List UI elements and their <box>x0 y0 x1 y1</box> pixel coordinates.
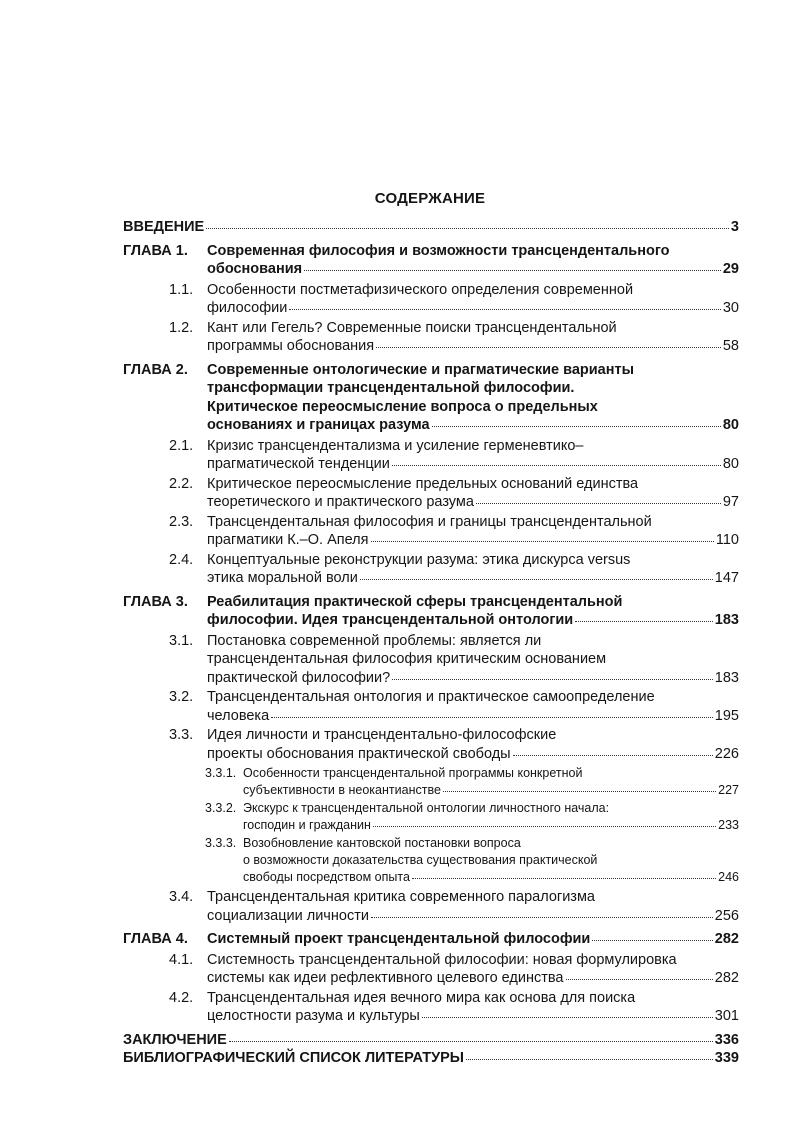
toc-entry-line: о возможности доказательства существования практической <box>243 853 598 867</box>
toc-entry-title: философии <box>207 300 288 316</box>
toc-entry-number: 1.2. <box>169 319 194 336</box>
dot-leader <box>289 309 721 310</box>
toc-entry[interactable] <box>0 989 793 1026</box>
toc-entry-title: системы как идеи рефлективного целевого единства <box>207 970 564 986</box>
toc-entry[interactable] <box>0 281 793 318</box>
toc-entry[interactable] <box>0 930 793 949</box>
toc-entry[interactable] <box>0 475 793 512</box>
toc-entry-line: Постановка современной проблемы: является ли <box>207 632 542 649</box>
toc-entry-line: Концептуальные реконструкции разума: этика дискурса versus <box>207 551 631 568</box>
toc-entry-line: Идея личности и трансцендентально-философские <box>207 727 557 743</box>
toc-entry-title: основаниях и границах разума <box>207 417 430 433</box>
toc-entry-title: целостности разума и культуры <box>207 1008 420 1024</box>
dot-leader <box>304 270 721 271</box>
toc-entry-page: 110 <box>715 532 739 548</box>
toc-entry-page: 29 <box>722 261 739 277</box>
toc-entry-page: 336 <box>714 1031 739 1048</box>
toc-entry-line: Трансцендентальная критика современного паралогизма <box>207 889 595 905</box>
toc-entry-title: обоснования <box>207 261 303 277</box>
toc-entry-page: 97 <box>722 494 739 510</box>
toc-entry-line: трансформации трансцендентальной философии. <box>207 380 575 396</box>
toc-entry-number: 3.3. <box>169 727 194 743</box>
dot-leader <box>271 717 713 718</box>
toc-entry-number: 3.3.3. <box>205 836 237 850</box>
dot-leader <box>575 621 713 622</box>
toc-entry-page: 227 <box>718 783 739 797</box>
toc-entry[interactable] <box>0 361 793 435</box>
dot-leader <box>376 347 721 348</box>
toc-entry-number: 4.2. <box>169 989 194 1006</box>
toc-entry-title: программы обоснования <box>207 338 375 354</box>
toc-entry-page: 3 <box>730 219 739 235</box>
toc-entry-title: БИБЛИОГРАФИЧЕСКИЙ СПИСОК ЛИТЕРАТУРЫ <box>123 1050 464 1066</box>
toc-entry-number: 1.1. <box>169 281 194 298</box>
toc-entry-title: свободы посредством опыта <box>243 870 410 884</box>
toc-entry-line: Реабилитация практической сферы трансцендентальной <box>207 593 623 610</box>
toc-entry-line: Трансцендентальная идея вечного мира как основа для поиска <box>207 989 636 1006</box>
toc-entry-page: 226 <box>714 745 739 762</box>
toc-entry-number: ГЛАВА 1. <box>123 242 188 259</box>
toc-entry-number: 3.3.1. <box>205 766 237 780</box>
dot-leader <box>466 1059 713 1060</box>
dot-leader <box>371 541 714 542</box>
toc-entry-title: философии. Идея трансцендентальной онтологии <box>207 612 574 628</box>
toc-entry-title: прагматики К.–О. Апеля <box>207 532 369 548</box>
toc-entry-title: субъективности в неокантианстве <box>243 783 441 797</box>
toc-entry-line: Особенности постметафизического определения современной <box>207 281 634 298</box>
toc-entry-page: 58 <box>722 338 739 354</box>
toc-entry-page: 282 <box>714 970 739 986</box>
dot-leader <box>566 979 713 980</box>
dot-leader <box>513 755 713 756</box>
toc-entry-number: ГЛАВА 2. <box>123 361 188 378</box>
dot-leader <box>206 228 729 229</box>
toc-entry-page: 80 <box>722 456 739 472</box>
toc-entry-line: Возобновление кантовской постановки вопроса <box>243 836 521 850</box>
toc-entry-page: 183 <box>714 669 739 686</box>
toc-entry-page: 256 <box>714 907 739 924</box>
toc-entry-title: практической философии? <box>207 669 391 686</box>
toc-entry-title: господин и гражданин <box>243 818 371 832</box>
dot-leader <box>360 579 713 580</box>
table-of-contents <box>0 218 793 1068</box>
toc-entry-number: 3.3.2. <box>205 801 237 815</box>
dot-leader <box>371 917 713 918</box>
toc-entry-number: 3.4. <box>169 889 194 905</box>
toc-entry-number: 3.1. <box>169 632 194 649</box>
toc-entry-number: 2.4. <box>169 551 194 568</box>
toc-entry-title: ЗАКЛЮЧЕНИЕ <box>123 1031 227 1048</box>
page-title: СОДЕРЖАНИЕ <box>374 190 486 207</box>
toc-entry-title: ВВЕДЕНИЕ <box>123 219 205 235</box>
dot-leader <box>592 940 712 941</box>
toc-entry-page: 339 <box>714 1050 739 1066</box>
toc-entry-title: Системный проект трансцендентальной философии <box>207 931 591 947</box>
dot-leader <box>392 465 721 466</box>
toc-entry-line: Критическое переосмысление предельных оснований единства <box>207 475 639 492</box>
toc-entry[interactable] <box>0 551 793 588</box>
toc-entry-line: Экскурс к трансцендентальной онтологии личностного начала: <box>243 801 610 815</box>
toc-entry[interactable] <box>0 632 793 688</box>
dot-leader <box>412 878 716 879</box>
toc-entry-title: проекты обоснования практической свободы <box>207 745 511 762</box>
toc-entry[interactable] <box>0 800 793 834</box>
toc-entry-line: Современные онтологические и прагматические варианты <box>207 361 634 378</box>
toc-entry-page: 282 <box>714 931 739 947</box>
toc-entry-title: социализации личности <box>207 907 369 924</box>
toc-entry[interactable] <box>0 726 793 763</box>
toc-entry[interactable] <box>0 437 793 474</box>
toc-entry-page: 195 <box>714 707 739 724</box>
dot-leader <box>432 426 721 427</box>
toc-entry-page: 246 <box>718 870 739 884</box>
toc-entry-number: ГЛАВА 4. <box>123 931 188 947</box>
toc-entry-line: Трансцендентальная онтология и практическое самоопределение <box>207 689 655 705</box>
toc-entry[interactable] <box>0 218 793 237</box>
toc-entry[interactable] <box>0 513 793 550</box>
toc-entry-page: 80 <box>722 417 739 433</box>
toc-entry[interactable] <box>0 319 793 356</box>
toc-entry-title: человека <box>207 707 270 724</box>
dot-leader <box>229 1041 713 1042</box>
toc-entry-number: 4.1. <box>169 951 194 968</box>
toc-entry-number: 2.2. <box>169 475 194 492</box>
toc-entry-title: прагматической тенденции <box>207 456 390 472</box>
toc-entry-number: ГЛАВА 3. <box>123 593 188 610</box>
dot-leader <box>443 791 716 792</box>
toc-entry-line: Особенности трансцендентальной программы конкретной <box>243 766 583 780</box>
toc-entry-line: Трансцендентальная философия и границы трансцендентальной <box>207 513 652 530</box>
dot-leader <box>373 826 716 827</box>
toc-entry-page: 183 <box>714 612 739 628</box>
toc-entry[interactable] <box>0 951 793 988</box>
toc-entry[interactable] <box>0 888 793 925</box>
toc-entry-line: Современная философия и возможности трансцендентального <box>207 242 670 259</box>
toc-entry-number: 2.1. <box>169 437 194 454</box>
toc-entry-title: этика моральной воли <box>207 570 358 586</box>
dot-leader <box>422 1017 713 1018</box>
toc-entry-line: Системность трансцендентальной философии: новая формулировка <box>207 951 677 968</box>
toc-entry[interactable] <box>0 835 793 886</box>
toc-entry[interactable] <box>0 765 793 799</box>
dot-leader <box>392 679 713 680</box>
toc-entry[interactable] <box>0 1049 793 1068</box>
toc-entry-number: 2.3. <box>169 513 194 530</box>
toc-entry-title: теоретического и практического разума <box>207 494 474 510</box>
dot-leader <box>476 503 721 504</box>
toc-entry-page: 147 <box>714 570 739 586</box>
toc-entry-page: 30 <box>722 300 739 316</box>
toc-entry-number: 3.2. <box>169 689 194 705</box>
toc-entry-line: трансцендентальная философия критическим основанием <box>207 651 607 667</box>
toc-entry[interactable] <box>0 242 793 279</box>
toc-entry[interactable] <box>0 1031 793 1050</box>
toc-entry-line: Кризис трансцендентализма и усиление герменевтико– <box>207 437 584 454</box>
toc-entry[interactable] <box>0 593 793 630</box>
toc-entry-line: Кант или Гегель? Современные поиски трансцендентальной <box>207 319 617 336</box>
toc-entry-page: 301 <box>714 1008 739 1024</box>
toc-entry[interactable] <box>0 688 793 725</box>
toc-entry-page: 233 <box>718 818 739 832</box>
toc-entry-line: Критическое переосмысление вопроса о предельных <box>207 398 598 415</box>
